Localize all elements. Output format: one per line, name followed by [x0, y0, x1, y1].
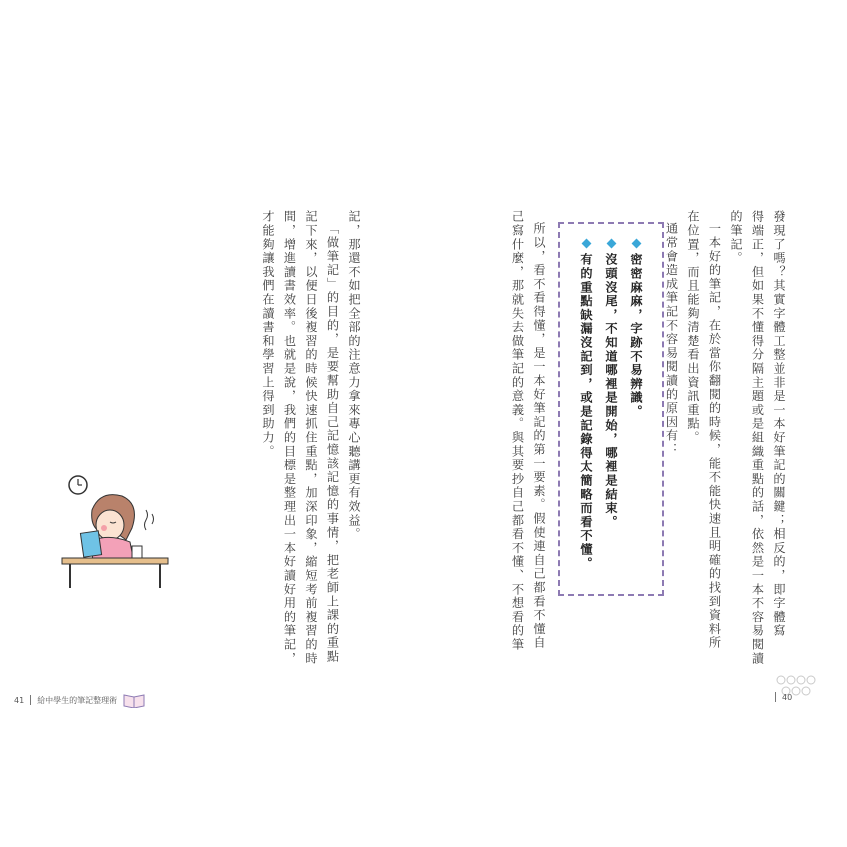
running-title: 給中學生的筆記整理術	[37, 695, 118, 705]
left-page-number: 41	[14, 695, 25, 705]
text-column: 間，增進讀書效率。也就是說，我們的目標是整理出一本好讀好用的筆記，	[282, 210, 297, 666]
student-reading-illustration	[60, 470, 170, 590]
callout-bullet	[628, 240, 645, 419]
left-page-footer	[14, 692, 145, 708]
diamond-bullet-icon	[581, 239, 591, 249]
text-column: 的筆記。	[729, 210, 743, 266]
text-column: 記，那還不如把全部的注意力拿來專心聽講更有效益。	[347, 210, 361, 542]
callout-bullet-text: 有的重點缺漏沒記到，或是記錄得太簡略而看不懂。	[579, 253, 593, 571]
diamond-bullet-icon	[631, 239, 641, 249]
callout-bullet-text: 沒頭沒尾，不知道哪裡是開始，哪裡是結束。	[604, 253, 618, 529]
text-column: 一本好的筆記，在於當你翻閱的時候，能不能快速且明確的找到資料所	[707, 222, 722, 650]
text-column: 得端正，但如果不懂得分隔主題或是組織重點的話，依然是一本不容易閱讀	[750, 210, 765, 666]
callout-bullet-text: 密密麻麻，字跡不易辨識。	[629, 253, 643, 419]
callout-bullet	[603, 240, 620, 529]
text-column: 記下來，以便日後複習的時候快速抓住重點，加深印象，縮短考前複習的時	[304, 210, 318, 666]
right-page-footer	[775, 692, 792, 702]
text-column: 通常會造成筆記不容易閱讀的原因有：	[664, 222, 679, 457]
right-page-number: 40	[782, 692, 793, 702]
text-column: 才能夠讓我們在讀書和學習上得到助力。	[261, 210, 275, 459]
text-column: 所以，看不看得懂，是一本好筆記的第一要素。假使連自己都看不懂自	[532, 222, 546, 650]
footer-divider	[775, 692, 776, 702]
callout-bullet	[578, 240, 595, 570]
text-column: 己寫什麼，那就失去做筆記的意義。與其要抄自己都看不懂、不想看的筆	[510, 210, 525, 652]
footer-divider	[30, 695, 31, 705]
text-column: 「做筆記」的目的，是要幫助自己記憶該記憶的事情，把老師上課的重點	[325, 222, 340, 664]
diamond-bullet-icon	[606, 239, 616, 249]
text-column: 發現了嗎？其實字體工整並非是一本好筆記的關鍵；相反的，即字體寫	[772, 210, 786, 638]
open-book-icon	[123, 692, 145, 708]
text-column: 在位置，而且能夠清楚看出資訊重點。	[686, 210, 700, 445]
